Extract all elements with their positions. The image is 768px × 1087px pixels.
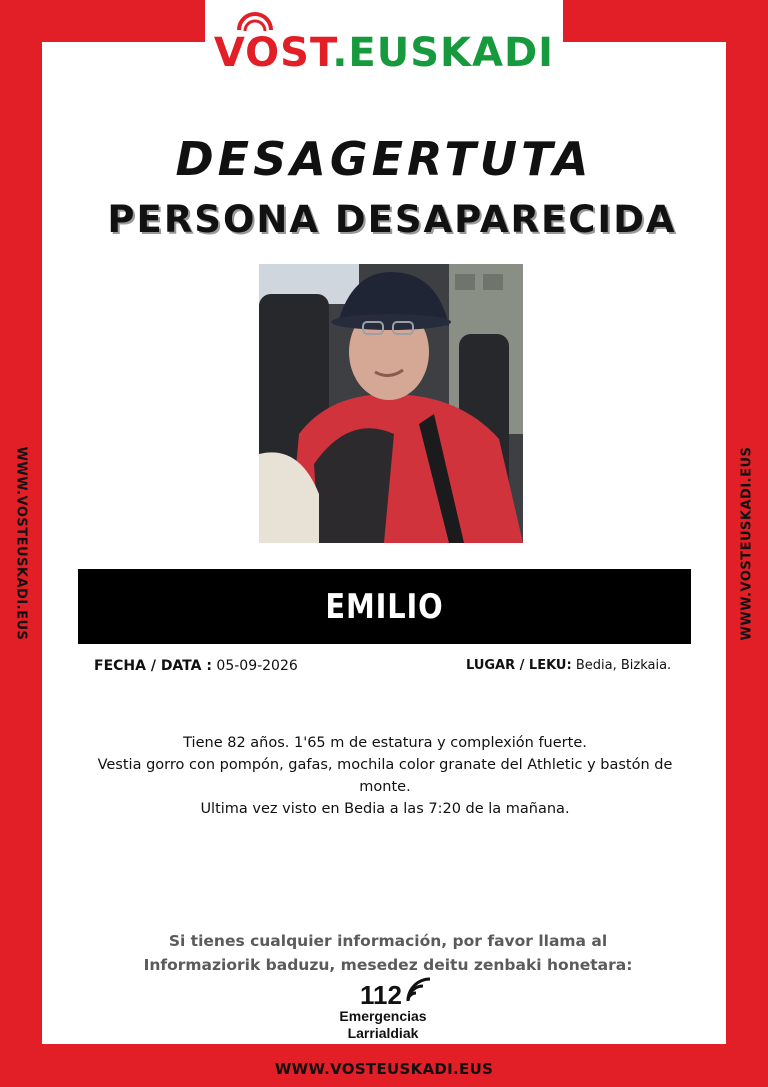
missing-person-photo [259, 264, 523, 543]
logo [205, 30, 563, 76]
title-spanish: PERSONA DESAPARECIDA [107, 198, 677, 241]
place-value: Bedia, Bizkaia. [575, 658, 672, 673]
date-info [94, 658, 298, 674]
signal-waves-icon [404, 971, 438, 1005]
footer-url[interactable]: WWW.VOSTEUSKADI.EUS [274, 1060, 494, 1078]
date-value: 05-09-2026 [216, 658, 298, 674]
side-url-left-text: WWW.VOSTEUSKADI.EUS [13, 446, 29, 641]
logo-tab [205, 0, 563, 90]
name-bar [78, 569, 691, 644]
description-line: Vestia gorro con pompón, gafas, mochila color granate del Athletic y bastón de monte. [97, 757, 673, 795]
logo-vost: VOST [213, 30, 333, 76]
poster-background [42, 42, 726, 1044]
place-info [466, 658, 671, 673]
photo-illustration [259, 264, 523, 543]
emergency-line2: Larrialdiak [347, 1025, 419, 1041]
emergency-number: 112 [360, 980, 402, 1010]
contact-basque: Informaziorik baduzu, mesedez deitu zenbaki honetara: [143, 956, 633, 974]
side-url-right-text: WWW.VOSTEUSKADI.EUS [739, 446, 755, 641]
person-name: EMILIO [325, 586, 444, 627]
description-line: Ultima vez visto en Bedia a las 7:20 de la mañana. [200, 801, 570, 817]
title-basque: DESAGERTUTA [175, 132, 593, 186]
emergency-112-logo [328, 968, 448, 1046]
description-line: Tiene 82 años. 1'65 m de estatura y complexión fuerte. [183, 735, 587, 751]
emergency-line1: Emergencias [339, 1008, 427, 1024]
contact-spanish: Si tienes cualquier información, por favor llama al [168, 932, 608, 950]
description [70, 732, 700, 820]
place-label: LUGAR / LEKU: [466, 658, 572, 673]
date-label: FECHA / DATA : [94, 658, 212, 674]
logo-euskadi: .EUSKADI [332, 30, 555, 76]
